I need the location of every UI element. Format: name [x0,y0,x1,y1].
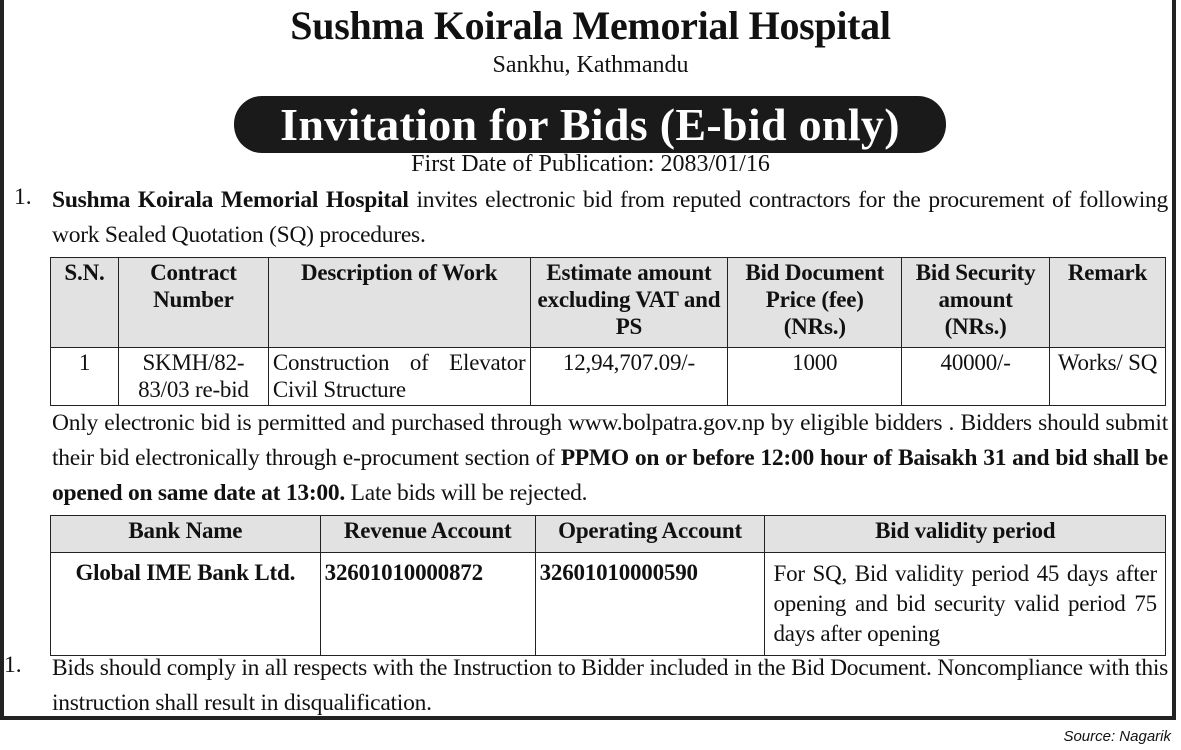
submission-deadline: PPMO on or before 12:00 hour of Baisakh 31 and bid shall be opened on same date at 13:00. [52,445,1168,506]
cell-bank-name: Global IME Bank Ltd. [51,553,321,656]
publication-date: First Date of Publication: 2083/01/16 [411,151,770,177]
cell-validity: For SQ, Bid validity period 45 days after opening and bid security valid period 75 days after opening [765,553,1166,656]
note-number: 1. [4,652,22,678]
header-contract-number: Contract Number [118,258,268,348]
submission-paragraph [52,406,1168,511]
intro-org: Sushma Koirala Memorial Hospital [52,187,409,213]
intro-text: invites electronic bid from reputed contractors for the procurement of following work Sealed Quotation (SQ) procedures. [52,187,1168,248]
cell-bid-security: 40000/- [902,348,1050,406]
header-operating-account: Operating Account [535,516,765,553]
header-doc-price: Bid Document Price (fee) (NRs.) [728,258,902,348]
header-bid-security: Bid Security amount (NRs.) [902,258,1050,348]
cell-revenue-account: 32601010000872 [320,553,535,656]
source-credit: Source: Nagarik [1063,728,1171,745]
cell-operating-account: 32601010000590 [535,553,765,656]
header-sn: S.N. [51,258,119,348]
submission-text: Only electronic bid is permitted and purchased through www.bolpatra.gov.np by eligible bidders . Bidders should submit their bid electronically through e-procument section of [52,410,1168,471]
cell-remark: Works/ SQ [1050,348,1166,406]
header-estimate: Estimate amount excluding VAT and PS [530,258,728,348]
header-revenue-account: Revenue Account [320,516,535,553]
table-row [51,553,1166,656]
works-table [50,257,1166,406]
cell-description: Construction of Elevator Civil Structure [268,348,530,406]
intro-number: 1. [14,184,32,210]
cell-sn: 1 [51,348,119,406]
hospital-title: Sushma Koirala Memorial Hospital [290,3,891,48]
header-description: Description of Work [268,258,530,348]
note-paragraph: Bids should comply in all respects with the Instruction to Bidder included in the Bid Document. Noncompliance with this instruction shall result in disqualification. [52,655,1168,716]
intro-paragraph [52,183,1168,253]
header-validity: Bid validity period [765,516,1166,553]
table-row [51,348,1166,406]
bank-table [50,515,1166,656]
hospital-location: Sankhu, Kathmandu [492,52,689,78]
notice-banner: Invitation for Bids (E-bid only) [234,96,946,153]
cell-doc-price: 1000 [728,348,902,406]
header-bank-name: Bank Name [51,516,321,553]
submission-late-note: Late bids will be rejected. [345,480,588,506]
cell-contract-number: SKMH/82-83/03 re-bid [118,348,268,406]
header-remark: Remark [1050,258,1166,348]
cell-estimate: 12,94,707.09/- [530,348,728,406]
